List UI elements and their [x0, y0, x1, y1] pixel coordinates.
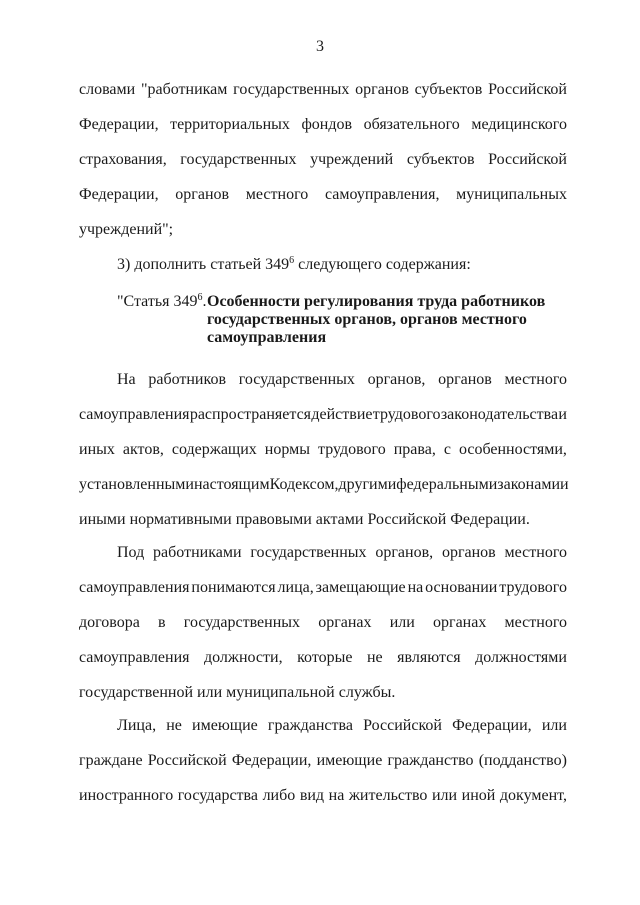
word: Федерации,: [79, 116, 159, 133]
word: жительство: [348, 787, 428, 804]
word: "работникам: [140, 81, 228, 98]
word: установленными: [79, 476, 194, 493]
word: государственных: [250, 544, 367, 561]
word: гражданства: [267, 717, 353, 734]
article-label: [117, 293, 207, 311]
word: или: [541, 717, 567, 734]
para3-line-3: [79, 613, 567, 633]
word: в: [158, 614, 166, 631]
word: Под: [117, 544, 145, 561]
word: содержащих: [171, 441, 257, 458]
word: государственных: [183, 614, 301, 631]
word: трудового: [499, 579, 567, 596]
para1-line-1: [79, 80, 567, 100]
word: трудового: [372, 406, 441, 423]
word: не: [166, 717, 182, 734]
word: или: [389, 614, 415, 631]
word: Федерации,: [79, 186, 159, 203]
word: или: [431, 787, 458, 804]
word: местного: [245, 186, 309, 203]
word: государства: [177, 787, 258, 804]
word: медицинского: [471, 116, 567, 133]
word: работников: [148, 371, 227, 388]
para2-last-line: иными нормативными правовыми актами Российской Федерации.: [79, 511, 530, 528]
word: самоуправления: [79, 649, 190, 666]
word: Лица,: [117, 717, 157, 734]
word: федеральными: [396, 476, 498, 493]
word: вид: [299, 787, 325, 804]
word: не: [366, 649, 383, 666]
word: Российской: [488, 81, 567, 98]
word: Российской: [147, 752, 227, 769]
word: органах: [433, 614, 487, 631]
word: с: [443, 441, 451, 458]
word: территориальных: [170, 116, 290, 133]
word: государственных: [238, 371, 355, 388]
word: обязательного: [363, 116, 460, 133]
para1-line-3: [79, 150, 567, 170]
para3-last-line: государственной или муниципальной службы.: [79, 684, 396, 701]
word: Федерации,: [231, 752, 312, 769]
word: документ,: [499, 787, 567, 804]
word: нормы: [264, 441, 310, 458]
word: органах: [318, 614, 372, 631]
word: На: [117, 371, 136, 388]
word: лица,: [277, 579, 314, 596]
word: на: [407, 579, 424, 596]
page-number: 3: [316, 38, 324, 55]
word: права,: [393, 441, 436, 458]
word: самоуправления,: [324, 186, 440, 203]
word: иностранного: [79, 787, 174, 804]
word: органов: [355, 81, 409, 98]
word: (подданство): [478, 752, 567, 769]
word: словами: [79, 81, 136, 98]
word: фондов: [301, 116, 353, 133]
word: договора: [79, 614, 140, 631]
word: иных: [79, 441, 115, 458]
item3-line: [117, 255, 567, 275]
word: органов: [441, 544, 496, 561]
word: органов,: [367, 371, 426, 388]
word: местного: [504, 544, 567, 561]
word: Кодексом,: [269, 476, 339, 493]
word: замещающие: [315, 579, 406, 596]
word: государственных: [180, 151, 297, 168]
para4-line-1: [117, 716, 567, 736]
word: действие: [311, 406, 373, 423]
article-label-text: "Статья 349: [117, 293, 198, 310]
word: Российской: [363, 717, 442, 734]
word: законодательства: [440, 406, 559, 423]
word: государственных: [233, 81, 350, 98]
word: Федерации,: [452, 717, 532, 734]
para2-line-1: [117, 370, 567, 390]
article-label-end: .: [202, 293, 207, 310]
item3-sup: 6: [289, 255, 295, 266]
word: граждане: [79, 752, 143, 769]
word: актов,: [122, 441, 164, 458]
para1-line-4: [79, 185, 567, 205]
word: законами: [497, 476, 561, 493]
para4-line-3: [79, 786, 567, 806]
para3-line-4: [79, 648, 567, 668]
word: муниципальных: [456, 186, 567, 203]
word: являются: [397, 649, 461, 666]
word: гражданство: [387, 752, 474, 769]
para2-line-4: [79, 475, 567, 495]
word: самоуправления: [79, 579, 190, 596]
word: должности,: [204, 649, 283, 666]
word: настоящим: [193, 476, 270, 493]
word: и: [558, 406, 567, 423]
word: органов: [438, 371, 492, 388]
article-label-sup: 6: [197, 292, 203, 303]
item3-suffix: следующего содержания:: [294, 256, 471, 273]
para2-line-3: [79, 440, 567, 460]
word: имеющие: [192, 717, 258, 734]
word: на: [328, 787, 345, 804]
word: либо: [262, 787, 296, 804]
word: имеющие: [316, 752, 383, 769]
word: субъектов: [414, 81, 483, 98]
word: должностями: [475, 649, 567, 666]
word: особенностями,: [458, 441, 567, 458]
word: местного: [504, 371, 567, 388]
word: основании: [425, 579, 498, 596]
para3-line-2: [79, 578, 567, 598]
word: самоуправления: [79, 406, 190, 423]
word: иной: [461, 787, 496, 804]
para4-line-2: [79, 751, 567, 771]
word: учреждений: [310, 151, 394, 168]
word: другими: [338, 476, 397, 493]
word: страхования,: [79, 151, 167, 168]
para3-line-1: [117, 543, 567, 563]
word: Российской: [488, 151, 567, 168]
word: органов: [175, 186, 230, 203]
para1-line-2: [79, 115, 567, 135]
word: распространяется: [189, 406, 312, 423]
word: субъектов: [406, 151, 475, 168]
word: работниками: [153, 544, 242, 561]
word: и: [560, 476, 569, 493]
word: трудового: [318, 441, 386, 458]
article-title: Особенности регулирования труда работников государственных органов, органов местного самоуправления: [207, 293, 546, 346]
para1-last-line: учреждений";: [79, 221, 174, 238]
word: понимаются: [191, 579, 276, 596]
para2-line-2: [79, 405, 567, 425]
word: органов,: [375, 544, 434, 561]
word: местного: [504, 614, 567, 631]
word: которые: [297, 649, 353, 666]
item3-prefix: 3) дополнить статьей 349: [117, 256, 290, 273]
